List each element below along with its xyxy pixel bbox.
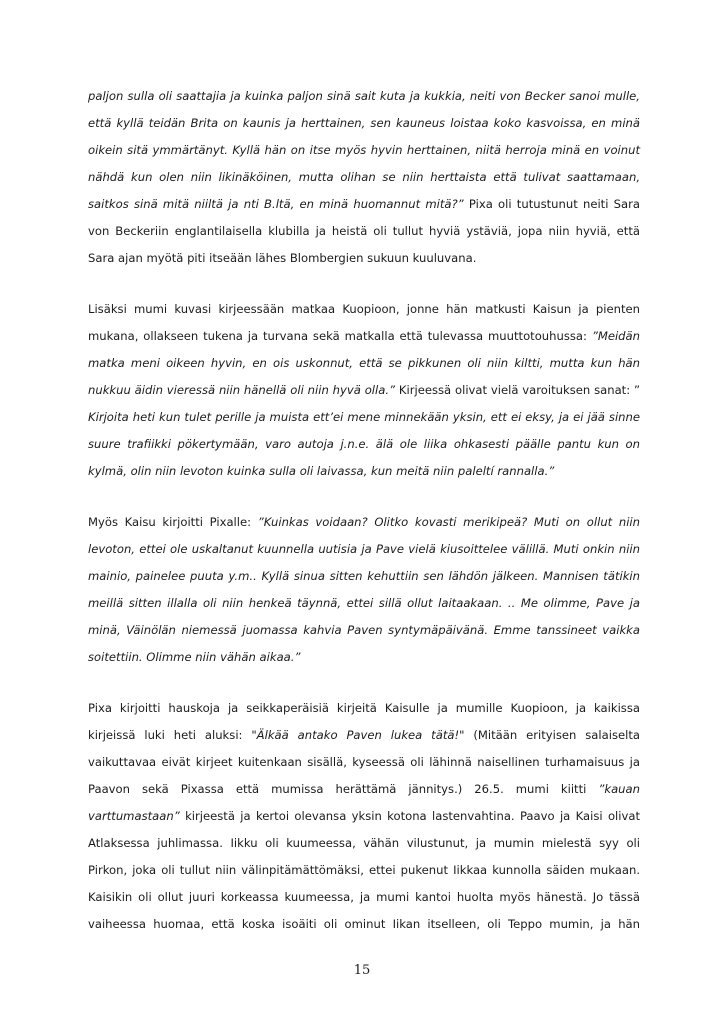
- text-segment: mukana, ollakseen tukena ja turvana sekä matkalla että tulevassa muuttotouhussa:: [88, 329, 592, 343]
- italic-quote-text: meillä sitten illalla oli niin henkeä täynnä, ettei sillä ollut laitaakaan. .. Me olimme, Pave ja: [88, 596, 640, 610]
- text-segment: Kirjeessä olivat vielä varoituksen sanat: ”: [395, 383, 640, 397]
- italic-quote-text: ”Meidän: [591, 329, 640, 343]
- italic-quote-text: ”Kuinkas voidaan? Olitko kovasti merikipeä? Muti on ollut niin: [257, 515, 641, 529]
- text-line: [88, 196, 640, 212]
- text-line: [88, 115, 640, 131]
- italic-quote-text: Kirjoita heti kun tulet perille ja muista ett’ei mene minnekään yksin, ett ei eksy, ja ei jää sinne: [88, 410, 640, 424]
- text-line: [88, 727, 640, 743]
- text-segment: Pixa kirjoitti hauskoja ja seikkaperäisiä kirjeitä Kaisulle ja mumille Kuopioon, ja kaikissa: [88, 701, 640, 715]
- text-line: [88, 169, 640, 185]
- text-line: [88, 436, 640, 452]
- text-segment: Pirkon, joka oli tullut niin välinpitämättömäksi, ettei pukenut Iikkaa kunnolla säiden mukaan.: [88, 863, 640, 877]
- text-line: [88, 541, 640, 557]
- text-line: [88, 514, 640, 530]
- text-line: [88, 622, 640, 638]
- text-segment: Sara ajan myötä piti itseään lähes Blombergien sukuun kuuluvana.: [88, 251, 477, 265]
- text-segment: vaiheessa huomaa, että koska isoäiti oli ominut Iikan itselleen, oli Teppo mumin, ja hän: [88, 917, 640, 931]
- italic-quote-text: mainio, painelee puuta y.m.. Kyllä sinua sitten kehuttiin sen lähdön jälkeen. Mannisen tätikin: [88, 569, 640, 583]
- italic-quote-text: suure trafiikki pökertymään, varo autoja j.n.e. älä ole liika ohkasesti päälle pantu kun on: [88, 437, 640, 451]
- text-line: [88, 889, 640, 905]
- text-line: [88, 250, 640, 266]
- text-line: [88, 649, 640, 665]
- text-line: [88, 862, 640, 878]
- text-line: [88, 595, 640, 611]
- text-segment: kirjeissä luki heti aluksi: ": [88, 728, 257, 742]
- text-line: [88, 382, 640, 398]
- text-segment: Atlaksessa juhlimassa. Iikku oli kuumeessa, vähän vilustunut, ja mumin mielestä syy oli: [88, 836, 640, 850]
- italic-quote-text: nähdä kun olen niin likinäköinen, mutta olihan se niin herttaista että tulivat saattamaan,: [88, 170, 640, 184]
- italic-quote-text: paljon sulla oli saattajia ja kuinka paljon sinä sait kuta ja kukkia, neiti von Becker sanoi mulle,: [88, 89, 640, 103]
- page-number: 15: [353, 963, 371, 978]
- italic-quote-text: Älkää antako Paven lukea tätä!: [256, 728, 460, 742]
- text-segment: von Beckeriin englantilaisella klubilla ja heistä oli tullut hyviä ystäviä, jopa niin hyviä, että: [88, 224, 640, 238]
- italic-quote-text: minä, Väinölän niemessä juomassa kahvia Paven syntymäpäivänä. Emme tanssineet vaikka: [88, 623, 640, 637]
- italic-quote-text: ”kauan: [598, 782, 640, 796]
- text-line: [88, 223, 640, 239]
- italic-quote-text: oikein sitä ymmärtänyt. Kyllä hän on itse myös hyvin herttainen, niitä herroja minä en voinut: [88, 143, 640, 157]
- italic-quote-text: kylmä, olin niin levoton kuinka sulla oli laivassa, kun meitä niin paleltí rannalla.”: [88, 464, 555, 478]
- text-line: [88, 463, 640, 479]
- text-segment: Pixa oli tutustunut neiti Sara: [463, 197, 641, 211]
- italic-quote-text: nukkuu äidin vieressä niin hänellä oli niin hyvä olla.”: [88, 383, 396, 397]
- text-line: [88, 88, 640, 104]
- italic-quote-text: että kyllä teidän Brita on kaunis ja herttainen, sen kauneus loistaa koko kasvoissa, en minä: [88, 116, 640, 130]
- text-line: [88, 301, 640, 317]
- text-line: [88, 142, 640, 158]
- text-segment: kirjeestä ja kertoi olevansa yksin kotona lastenvahtina. Paavo ja Kaisi olivat: [179, 809, 640, 823]
- text-line: [88, 409, 640, 425]
- text-segment: " (Mitään erityisen salaiselta: [459, 728, 641, 742]
- text-line: [88, 781, 640, 797]
- text-line: [88, 808, 640, 824]
- text-line: [88, 328, 640, 344]
- text-segment: Kaisikin oli ollut juuri korkeassa kuumeessa, ja mumi kantoi huolta myös hänestä. Jo tässä: [88, 890, 640, 904]
- italic-quote-text: matka meni oikeen hyvin, en ois uskonnut, että se pikkunen oli niin kiltti, mutta kun hän: [88, 356, 640, 370]
- text-line: [88, 700, 640, 716]
- italic-quote-text: levoton, ettei ole uskaltanut kuunnella uutisia ja Pave vielä kiusoittelee välillä. Muti onkin niin: [88, 542, 640, 556]
- text-line: [88, 754, 640, 770]
- text-segment: Myös Kaisu kirjoitti Pixalle:: [88, 515, 258, 529]
- text-line: [88, 916, 640, 932]
- text-line: [88, 835, 640, 851]
- text-line: [88, 568, 640, 584]
- italic-quote-text: soitettiin. Olimme niin vähän aikaa.”: [88, 650, 301, 664]
- italic-quote-text: varttumastaan”: [88, 809, 180, 823]
- italic-quote-text: saitkos sinä mitä niiltä ja nti B.ltä, en minä huomannut mitä?”: [88, 197, 464, 211]
- text-segment: Paavon sekä Pixassa että mumissa herättämä jännitys.) 26.5. mumi kiitti: [88, 782, 599, 796]
- text-segment: vaikuttavaa eivät kirjeet kuitenkaan sisällä, kyseessä oli lähinnä naisellinen turhamaisuus ja: [88, 755, 640, 769]
- text-line: [88, 355, 640, 371]
- text-segment: Lisäksi mumi kuvasi kirjeessään matkaa Kuopioon, jonne hän matkusti Kaisun ja pienten: [88, 302, 640, 316]
